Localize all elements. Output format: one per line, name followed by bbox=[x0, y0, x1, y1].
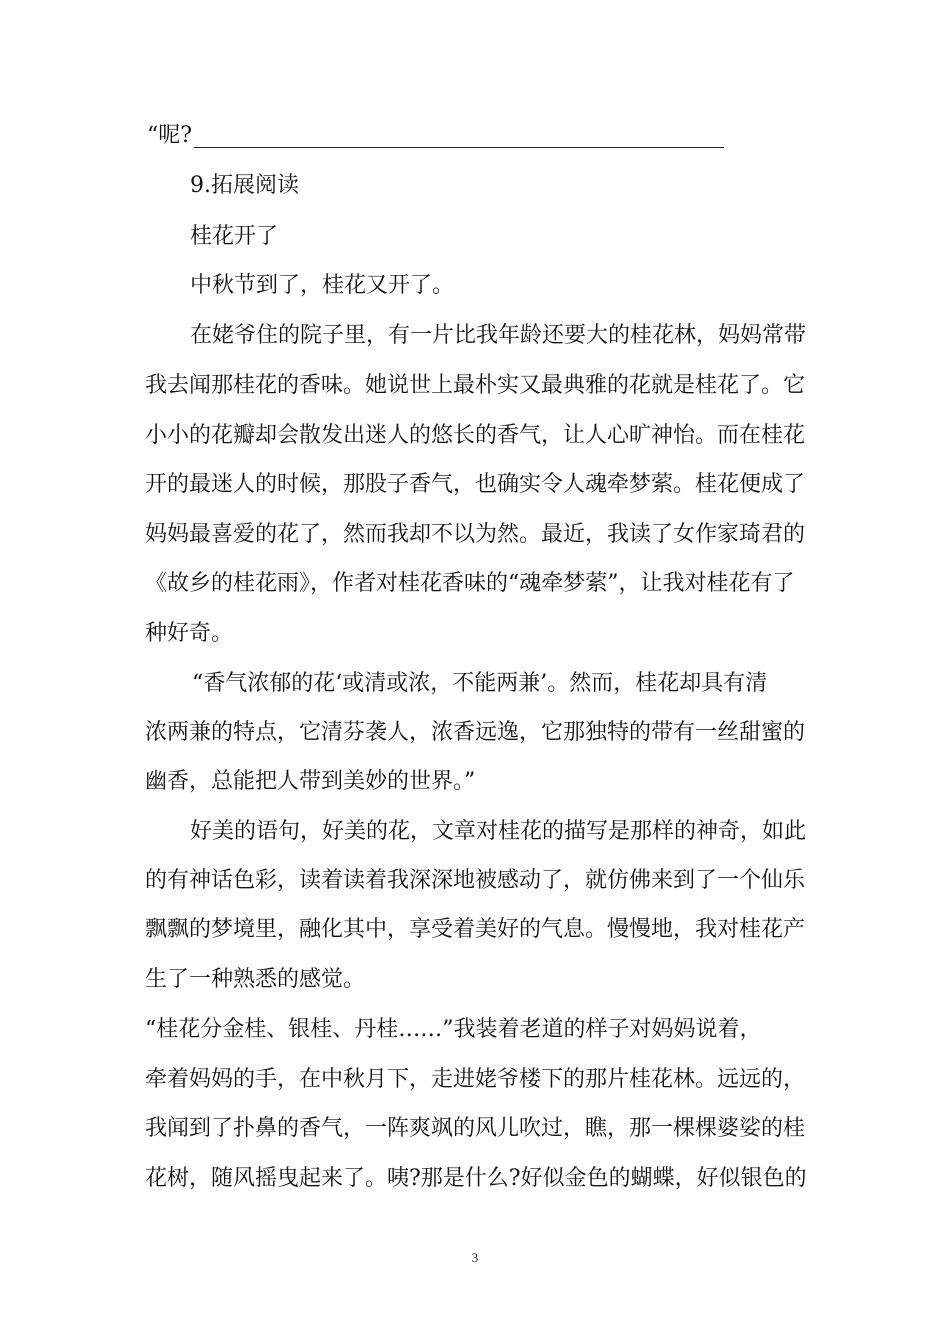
paragraph-line: 开的最迷人的时候，那股子香气，也确实令人魂牵梦萦。桂花便成了 bbox=[145, 472, 806, 497]
paragraph-line: 我闻到了扑鼻的香气，一阵爽飒的风儿吹过，瞧，那一棵棵婆娑的桂 bbox=[145, 1116, 806, 1141]
paragraph-line: 花树，随风摇曳起来了。咦?那是什么?好似金色的蝴蝶，好似银色的 bbox=[145, 1166, 807, 1191]
paragraph-line: 好美的语句，好美的花，文章对桂花的描写是那样的神奇，如此 bbox=[190, 819, 807, 844]
paragraph-line: 种好奇。 bbox=[145, 621, 234, 646]
answer-blank bbox=[194, 146, 724, 148]
paragraph-line: “桂花分金桂、银桂、丹桂……”我装着老道的样子对妈妈说着， bbox=[145, 1017, 762, 1042]
paragraph-line: 中秋节到了，桂花又开了。 bbox=[190, 273, 455, 298]
paragraph-line: 妈妈最喜爱的花了，然而我却不以为然。最近，我读了女作家琦君的 bbox=[145, 522, 806, 547]
paragraph-line: 浓两兼的特点，它清芬袭人，浓香远逸，它那独特的带有一丝甜蜜的 bbox=[145, 720, 806, 745]
paragraph-line: 《故乡的桂花雨》，作者对桂花香味的“魂牵梦萦”，让我对桂花有了 bbox=[145, 571, 795, 596]
paragraph-line: 小小的花瓣却会散发出迷人的悠长的香气，让人心旷神怡。而在桂花 bbox=[145, 423, 806, 448]
answer-line bbox=[147, 120, 724, 152]
section-heading: 9.拓展阅读 bbox=[190, 173, 299, 198]
page-number: 3 bbox=[471, 1250, 479, 1265]
article-title: 桂花开了 bbox=[190, 224, 279, 249]
paragraph-line: 我去闻那桂花的香味。她说世上最朴实又最典雅的花就是桂花了。它 bbox=[145, 373, 806, 398]
paragraph-line: 幽香，总能把人带到美妙的世界。” bbox=[145, 769, 476, 794]
answer-prefix: “呢? bbox=[147, 123, 193, 148]
paragraph-line: 在姥爷住的院子里，有一片比我年龄还要大的桂花林，妈妈常带 bbox=[190, 323, 807, 348]
paragraph-line: 生了一种熟悉的感觉。 bbox=[145, 967, 366, 992]
paragraph-line: 牵着妈妈的手，在中秋月下，走进姥爷楼下的那片桂花林。远远的， bbox=[145, 1067, 806, 1092]
paragraph-line: “香气浓郁的花‘或清或浓，不能两兼’。然而，桂花却具有清 bbox=[192, 671, 768, 696]
paragraph-line: 飘飘的梦境里，融化其中，享受着美好的气息。慢慢地，我对桂花产 bbox=[145, 917, 806, 942]
paragraph-line: 的有神话色彩，读着读着我深深地被感动了，就仿佛来到了一个仙乐 bbox=[145, 868, 806, 893]
